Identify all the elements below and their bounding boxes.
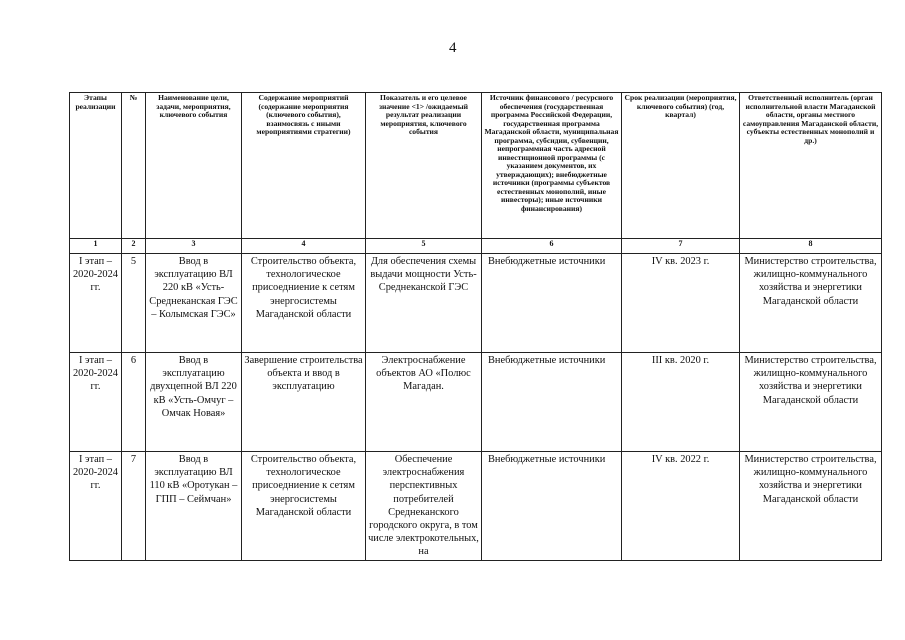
table-row xyxy=(70,452,882,561)
column-number: 4 xyxy=(242,239,366,254)
header-content: Содержание мероприятий (содержание мероприятия (ключевого события), взаимосвязь с иными мероприятиями стратегии) xyxy=(242,93,366,239)
cell-executor: Министерство строительства, жилищно-коммунального хозяйства и энергетики Магаданской области xyxy=(740,353,882,452)
cell-term: IV кв. 2022 г. xyxy=(622,452,740,561)
column-number: 8 xyxy=(740,239,882,254)
cell-executor: Министерство строительства, жилищно-коммунального хозяйства и энергетики Магаданской области xyxy=(740,254,882,353)
cell-stage: I этап – 2020-2024 гг. xyxy=(70,452,122,561)
cell-source: Внебюджетные источники xyxy=(482,353,622,452)
cell-content: Строительство объекта, технологическое присоедниение к сетям энергосистемы Магаданской области xyxy=(242,452,366,561)
column-number: 1 xyxy=(70,239,122,254)
header-name: Наименование цели, задачи, мероприятия, ключевого события xyxy=(146,93,242,239)
header-indicator: Показатель и его целевое значение <1> /ожидаемый результат реализации мероприятия, ключевого события xyxy=(366,93,482,239)
cell-number: 7 xyxy=(122,452,146,561)
column-number: 5 xyxy=(366,239,482,254)
header-executor: Ответственный исполнитель (орган исполнительной власти Магаданской области, органы местного самоуправления Магаданской области, субъекты естественных монополий и др.) xyxy=(740,93,882,239)
cell-number: 5 xyxy=(122,254,146,353)
cell-source: Внебюджетные источники xyxy=(482,254,622,353)
cell-content: Строительство объекта, технологическое присоедниение к сетям энергосистемы Магаданской области xyxy=(242,254,366,353)
cell-stage: I этап – 2020-2024 гг. xyxy=(70,254,122,353)
cell-executor: Министерство строительства, жилищно-коммунального хозяйства и энергетики Магаданской области xyxy=(740,452,882,561)
column-number: 6 xyxy=(482,239,622,254)
cell-term: III кв. 2020 г. xyxy=(622,353,740,452)
header-term: Срок реализации (мероприятия, ключевого события) (год, квартал) xyxy=(622,93,740,239)
header-number: № xyxy=(122,93,146,239)
column-number: 2 xyxy=(122,239,146,254)
table-row xyxy=(70,254,882,353)
cell-indicator: Для обеспечения схемы выдачи мощности Усть-Среднеканской ГЭС xyxy=(366,254,482,353)
cell-name: Ввод в эксплуатацию ВЛ 220 кВ «Усть-Среднеканская ГЭС – Колымская ГЭС» xyxy=(146,254,242,353)
cell-content: Завершение строительства объекта и ввод в эксплуатацию xyxy=(242,353,366,452)
cell-term: IV кв. 2023 г. xyxy=(622,254,740,353)
header-row xyxy=(70,93,882,239)
header-source: Источник финансового / ресурсного обеспечения (государственная программа Российской Федерации, государственная программа Магаданской области, муниципальная программа, субсидии, субвенции, непрограммная часть адресной инвестиционной программы (с указанием документов, их утверждающих); внебюджетные источники (программы субъектов естественных монополий, иные инвесторы); иные источники финансирования) xyxy=(482,93,622,239)
cell-name: Ввод в эксплуатацию ВЛ 110 кВ «Оротукан – ГПП – Сеймчан» xyxy=(146,452,242,561)
cell-number: 6 xyxy=(122,353,146,452)
column-number: 7 xyxy=(622,239,740,254)
column-number: 3 xyxy=(146,239,242,254)
cell-stage: I этап – 2020-2024 гг. xyxy=(70,353,122,452)
column-number-row xyxy=(70,239,882,254)
page-number: 4 xyxy=(449,40,457,56)
cell-name: Ввод в эксплуатацию двухцепной ВЛ 220 кВ «Усть-Омчуг – Омчак Новая» xyxy=(146,353,242,452)
cell-indicator: Обеспечение электроснабжения перспективных потребителей Среднеканского городского округа, в том числе электрокотельных, на xyxy=(366,452,482,561)
cell-indicator: Электроснабжение объектов АО «Полюс Магадан. xyxy=(366,353,482,452)
table-row xyxy=(70,353,882,452)
strategy-measures-table xyxy=(69,92,882,561)
cell-source: Внебюджетные источники xyxy=(482,452,622,561)
header-stage: Этапы реализации xyxy=(70,93,122,239)
